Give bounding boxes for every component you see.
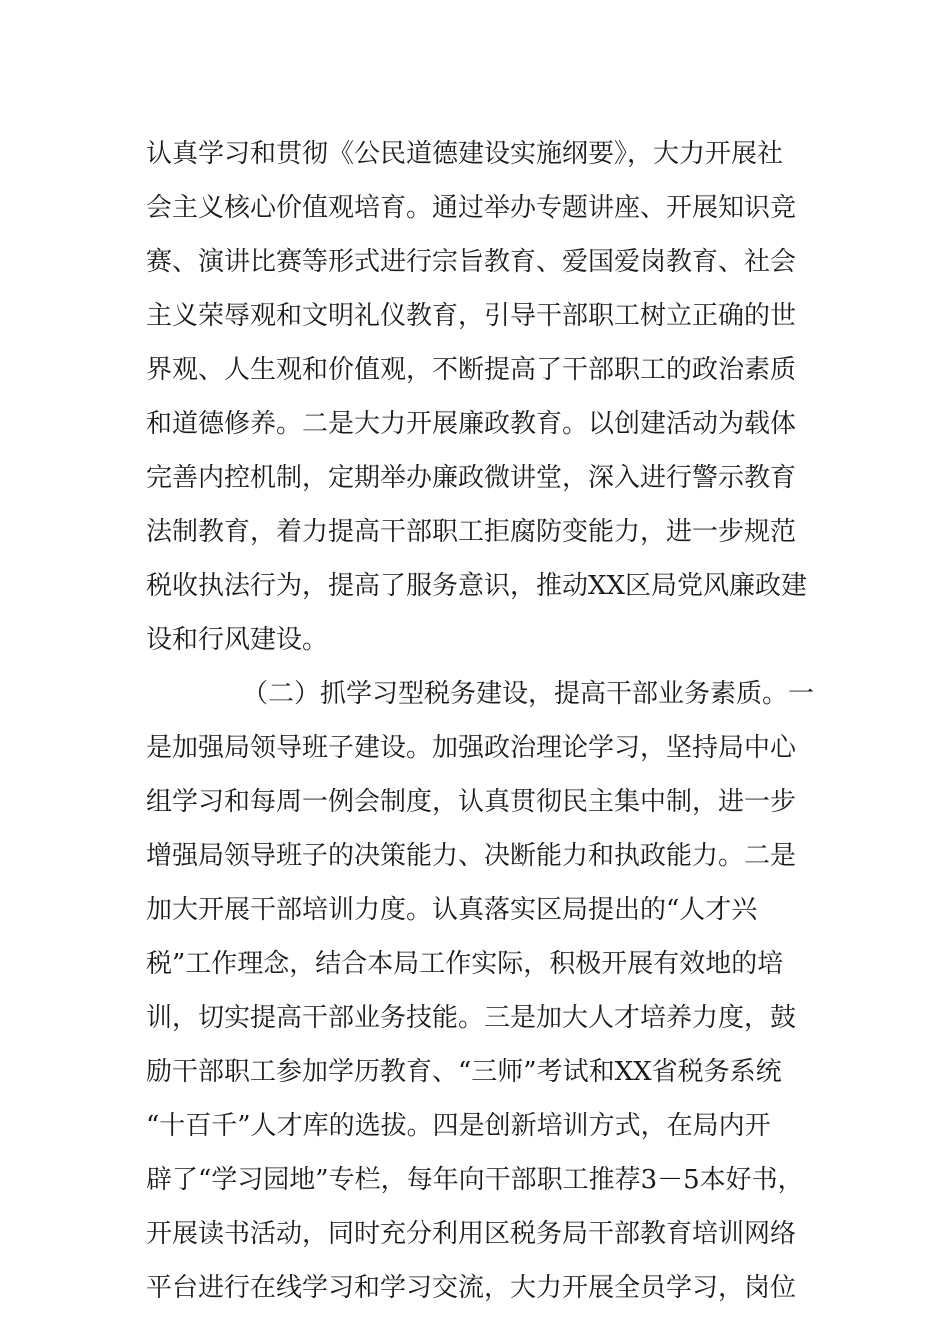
text-line: 会主义核心价值观培育。通过举办专题讲座、开展知识竞 — [146, 193, 797, 223]
text-line: 认真学习和贯彻《公民道德建设实施纲要》，大力开展社 — [146, 139, 784, 169]
text-line: 训，切实提高干部业务技能。三是加大人才培养力度，鼓 — [146, 1003, 797, 1033]
text-line: 主义荣辱观和文明礼仪教育，引导干部职工树立正确的世 — [146, 301, 797, 331]
text-line: 加大开展干部培训力度。认真落实区局提出的“人才兴 — [146, 895, 758, 925]
text-line: “十百千”人才库的选拔。四是创新培训方式，在局内开 — [146, 1111, 771, 1141]
text-line: 和道德修养。二是大力开展廉政教育。以创建活动为载体 — [146, 409, 797, 439]
text-line: 组学习和每周一例会制度，认真贯彻民主集中制，进一步 — [146, 787, 797, 817]
text-line: 界观、人生观和价值观，不断提高了干部职工的政治素质 — [146, 355, 797, 385]
text-line: 赛、演讲比赛等形式进行宗旨教育、爱国爱岗教育、社会 — [146, 247, 797, 277]
document-body — [146, 127, 846, 1315]
text-line: 开展读书活动，同时充分利用区税务局干部教育培训网络 — [146, 1219, 797, 1249]
text-line: 辟了“学习园地”专栏，每年向干部职工推荐3－5本好书， — [146, 1165, 804, 1195]
text-line: 励干部职工参加学历教育、“三师”考试和XX省税务系统 — [146, 1057, 782, 1087]
text-line: 法制教育，着力提高干部职工拒腐防变能力，进一步规范 — [146, 517, 797, 547]
section-heading-line: （二）抓学习型税务建设，提高干部业务素质。一 — [242, 679, 815, 709]
text-line: 设和行风建设。 — [146, 625, 329, 655]
text-line: 税收执法行为，提高了服务意识，推动XX区局党风廉政建 — [146, 571, 808, 601]
text-line: 增强局领导班子的决策能力、决断能力和执政能力。二是 — [146, 841, 797, 871]
text-line: 是加强局领导班子建设。加强政治理论学习，坚持局中心 — [146, 733, 797, 763]
text-line: 税”工作理念，结合本局工作实际，积极开展有效地的培 — [146, 949, 784, 979]
text-line: 完善内控机制，定期举办廉政微讲堂，深入进行警示教育 — [146, 463, 797, 493]
text-line: 平台进行在线学习和学习交流，大力开展全员学习，岗位 — [146, 1273, 797, 1303]
